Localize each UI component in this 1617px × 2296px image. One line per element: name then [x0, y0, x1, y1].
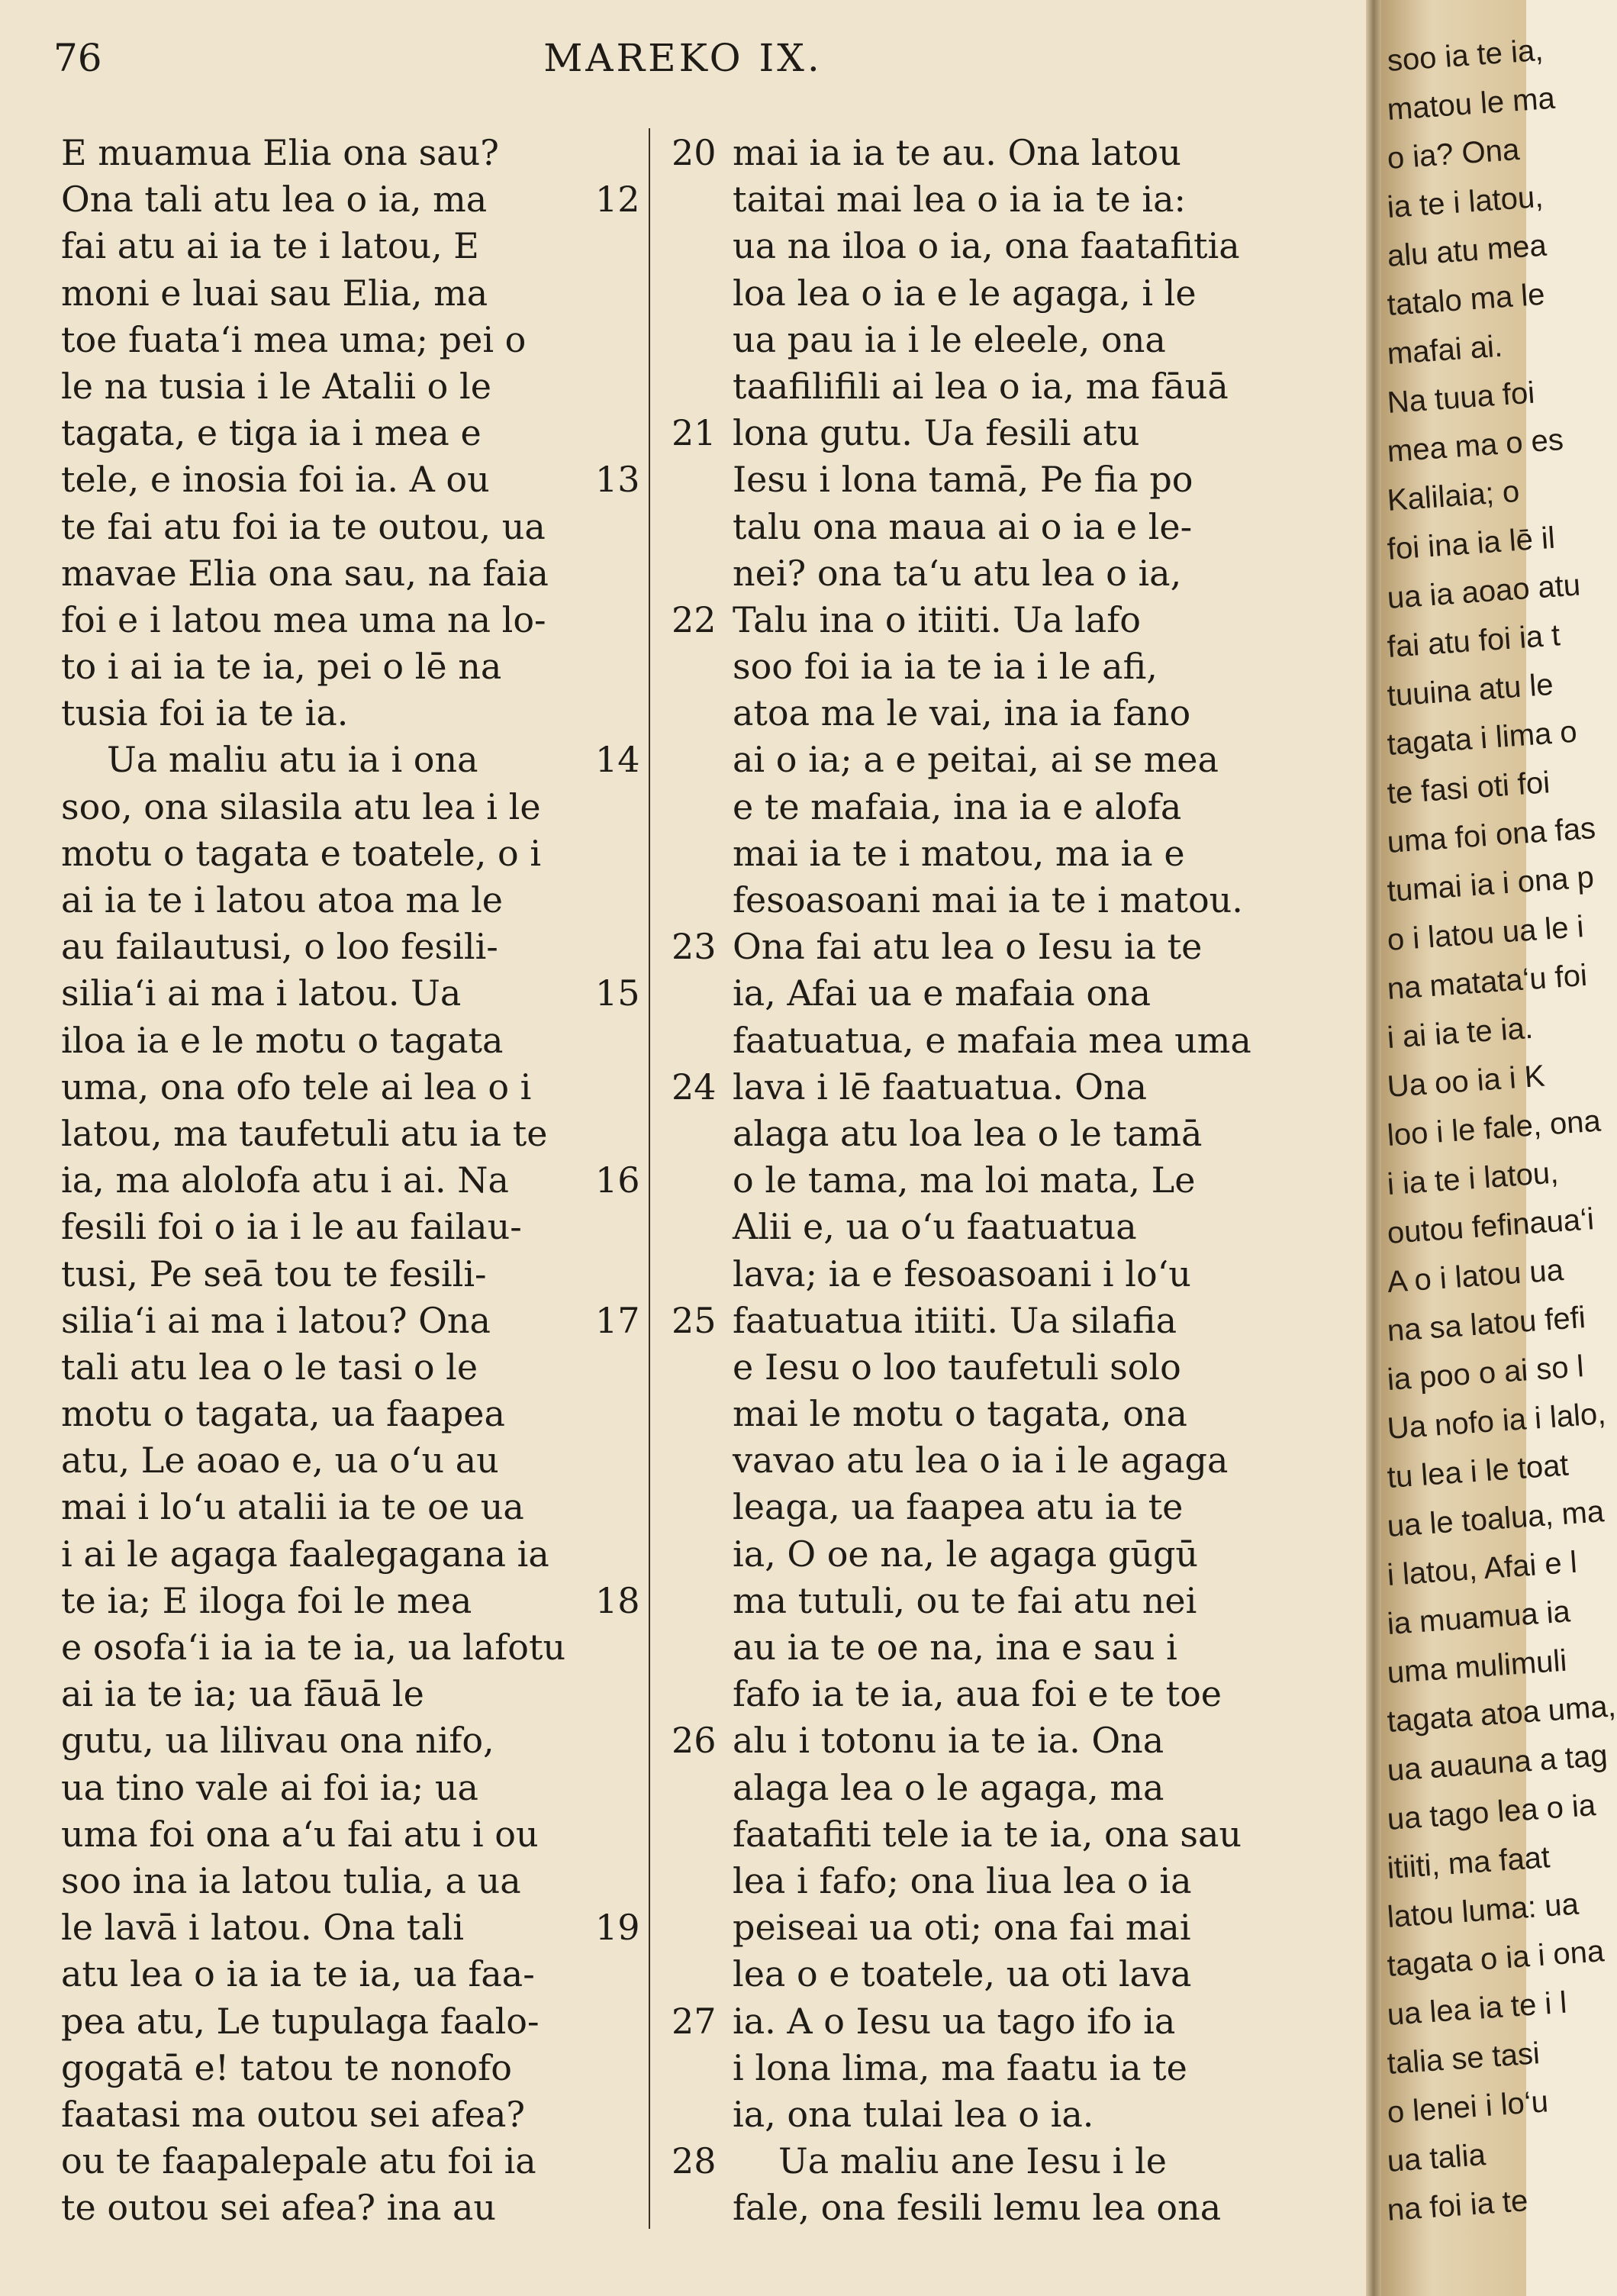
line-text: te ia; E iloga foi le mea	[61, 1579, 472, 1621]
facing-page-fragment: o ia? Ona	[1386, 132, 1521, 176]
text-line	[672, 176, 1274, 223]
line-text: ia, ona tulai lea o ia.	[733, 2093, 1094, 2135]
text-line	[53, 317, 656, 363]
line-text: silia‘i ai ma i latou? Ona	[61, 1299, 491, 1341]
text-line	[53, 1624, 656, 1671]
text-line	[672, 784, 1274, 830]
text-line	[672, 504, 1274, 550]
line-text: ma tutuli, ou te fai atu nei	[733, 1579, 1197, 1621]
line-text: vavao atu lea o ia i le agaga	[733, 1440, 1229, 1482]
facing-page-fragment: foi ina ia lē il	[1386, 521, 1557, 566]
text-line	[672, 830, 1274, 877]
line-text: i lona lima, ma faatu ia te	[733, 2046, 1187, 2088]
line-text: faatafiti tele ia te ia, ona sau	[733, 1813, 1242, 1855]
text-line	[53, 1111, 656, 1157]
text-line	[53, 1998, 656, 2045]
book-gutter	[1366, 0, 1381, 2296]
line-text: silia‘i ai ma i latou. Ua	[61, 972, 462, 1014]
line-text: i ai le agaga faalegagana ia	[61, 1533, 549, 1575]
facing-page-fragment: te fasi oti foi	[1386, 766, 1551, 811]
text-line	[53, 1391, 656, 1437]
text-line	[672, 924, 1274, 970]
text-line	[53, 223, 656, 269]
line-text: tusi, Pe seā tou te fesili-	[61, 1253, 487, 1295]
line-text: peiseai ua oti; ona fai mai	[733, 1907, 1191, 1949]
line-text: gutu, ua lilivau ona nifo,	[61, 1720, 494, 1762]
text-line	[53, 176, 656, 223]
line-text: fafo ia te ia, aua foi e te toe	[733, 1673, 1222, 1715]
line-text: Alii e, ua o‘u faatuatua	[733, 1206, 1137, 1248]
text-line	[672, 317, 1274, 363]
line-text: tusia foi ia te ia.	[61, 692, 349, 734]
text-line	[672, 1717, 1274, 1764]
text-line	[672, 643, 1274, 690]
text-line	[672, 1904, 1274, 1951]
line-text: Ua maliu ane Iesu i le	[778, 2140, 1167, 2182]
line-text: ia, Afai ua e mafaia ona	[733, 972, 1152, 1014]
line-text: uma, ona ofo tele ai lea o i	[61, 1066, 532, 1108]
facing-page-fragment: tatalo ma le	[1386, 277, 1546, 322]
text-line	[53, 830, 656, 877]
text-line	[53, 270, 656, 317]
verse-number: 25	[672, 1299, 717, 1341]
line-text: Ona fai atu lea o Iesu ia te	[733, 926, 1203, 968]
verse-number: 23	[672, 926, 717, 968]
page-header	[53, 27, 1313, 89]
verse-number: 24	[672, 1066, 717, 1108]
text-line	[53, 1204, 656, 1250]
text-line	[672, 1578, 1274, 1624]
text-line	[672, 1391, 1274, 1437]
line-text: soo ina ia latou tulia, a ua	[61, 1859, 521, 1901]
verse-number: 26	[672, 1720, 717, 1762]
text-line	[672, 1624, 1274, 1671]
line-text: alaga atu loa lea o le tamā	[733, 1112, 1203, 1154]
facing-page-fragment: tumai ia i ona p	[1386, 860, 1596, 908]
line-text: o le tama, ma loi mata, Le	[733, 1159, 1196, 1201]
facing-page-fragment: uma foi ona fas	[1386, 811, 1597, 859]
line-text: gogatā e! tatou te nonofo	[61, 2046, 512, 2088]
verse-number: 20	[672, 132, 717, 173]
text-line	[53, 970, 656, 1017]
facing-page-fragment: tagata i lima o	[1386, 714, 1578, 762]
line-text: mavae Elia ona sau, na faia	[61, 552, 549, 594]
text-line	[672, 597, 1274, 643]
verse-number: 28	[672, 2140, 717, 2182]
facing-page-fragment: ia poo o ai so l	[1386, 1350, 1585, 1397]
text-line	[53, 504, 656, 550]
text-line	[672, 2185, 1274, 2231]
verse-number: 27	[672, 2000, 717, 2042]
line-text: alaga lea o le agaga, ma	[733, 1766, 1164, 1808]
text-line	[53, 1671, 656, 1717]
text-line	[672, 877, 1274, 924]
running-title: MAREKO IX.	[543, 36, 823, 80]
facing-page-fragment: na matata‘u foi	[1386, 958, 1589, 1006]
verse-number: 21	[672, 412, 717, 454]
left-column	[53, 130, 656, 2231]
text-line	[672, 970, 1274, 1017]
line-text: lea o e toatele, ua oti lava	[733, 1953, 1192, 1995]
facing-page-fragment: uma mulimuli	[1386, 1643, 1568, 1690]
line-text: tagata, e tiga ia i mea e	[61, 412, 482, 454]
line-text: lava i lē faatuatua. Ona	[733, 1066, 1148, 1108]
line-text: fesili foi o ia i le au failau-	[61, 1206, 522, 1248]
text-line	[53, 363, 656, 410]
verse-number: 18	[595, 1579, 640, 1621]
text-line	[672, 1858, 1274, 1904]
text-line	[53, 2091, 656, 2138]
facing-page-fragment: loo i le fale, ona	[1386, 1104, 1603, 1153]
facing-page-fragment: ia te i latou,	[1386, 179, 1545, 224]
facing-page-fragment: Ua oo ia i K	[1386, 1059, 1546, 1104]
verse-number: 17	[595, 1299, 640, 1341]
line-text: faatuatua, e mafaia mea uma	[733, 1019, 1251, 1061]
facing-page-fragment: tagata atoa uma,	[1386, 1689, 1617, 1739]
facing-page-fragment: alu atu mea	[1386, 228, 1548, 273]
text-line	[672, 1765, 1274, 1811]
line-text: tali atu lea o le tasi o le	[61, 1346, 478, 1388]
text-line	[53, 1157, 656, 1204]
line-text: ou te faapalepale atu foi ia	[61, 2140, 536, 2182]
verse-number: 14	[595, 739, 640, 781]
text-line	[672, 456, 1274, 503]
text-line	[53, 2185, 656, 2231]
text-line	[672, 1811, 1274, 1858]
line-text: au ia te oe na, ina e sau i	[733, 1627, 1177, 1668]
facing-page-fragment: ua talia	[1386, 2138, 1487, 2178]
text-line	[672, 2091, 1274, 2138]
facing-page-fragment: i ia te i latou,	[1386, 1156, 1560, 1201]
text-line	[672, 130, 1274, 176]
text-line	[53, 1578, 656, 1624]
verse-number: 13	[595, 459, 640, 501]
text-line	[672, 1671, 1274, 1717]
line-text: mai le motu o tagata, ona	[733, 1393, 1187, 1435]
line-text: ia, ma alolofa atu i ai. Na	[61, 1159, 509, 1201]
line-text: atu lea o ia ia te ia, ua faa-	[61, 1953, 535, 1995]
text-line	[53, 1251, 656, 1298]
line-text: lea i fafo; ona liua lea o ia	[733, 1859, 1192, 1901]
text-line	[672, 363, 1274, 410]
line-text: ia, O oe na, le agaga gūgū	[733, 1533, 1199, 1575]
line-text: Ua maliu atu ia i ona	[107, 739, 478, 781]
line-text: atu, Le aoao e, ua o‘u au	[61, 1440, 499, 1482]
text-line	[53, 1811, 656, 1858]
text-line	[53, 1858, 656, 1904]
line-text: motu o tagata, ua faapea	[61, 1393, 505, 1435]
facing-page-edge	[1381, 0, 1617, 2296]
text-line	[53, 1765, 656, 1811]
text-line	[53, 130, 656, 176]
text-line	[53, 1951, 656, 1998]
line-text: ai o ia; a e peitai, ai se mea	[733, 739, 1219, 781]
facing-page-fragment: Ua nofo ia i lalo,	[1386, 1397, 1607, 1446]
facing-page-fragment: ua le toalua, ma	[1386, 1495, 1606, 1543]
text-line	[672, 1951, 1274, 1998]
line-text: mai ia ia te au. Ona latou	[733, 132, 1181, 173]
facing-page-fragment: tu lea i le toat	[1386, 1448, 1570, 1495]
text-line	[53, 550, 656, 597]
line-text: loa lea o ia e le agaga, i le	[733, 272, 1197, 314]
line-text: taafilifili ai lea o ia, ma fāuā	[733, 365, 1229, 407]
text-line	[53, 456, 656, 503]
text-line	[672, 550, 1274, 597]
facing-page-fragment: ia muamua ia	[1386, 1595, 1572, 1641]
line-text: ua pau ia i le eleele, ona	[733, 318, 1166, 360]
line-text: le na tusia i le Atalii o le	[61, 365, 491, 407]
text-line	[672, 1484, 1274, 1530]
facing-page-fragment: o lenei i lo‘u	[1386, 2085, 1550, 2130]
line-text: taitai mai lea o ia ia te ia:	[733, 179, 1187, 221]
text-line	[53, 643, 656, 690]
facing-page-fragment: ua auauna a tag	[1386, 1738, 1609, 1788]
right-column	[672, 130, 1274, 2231]
text-line	[53, 2045, 656, 2091]
text-line	[672, 1998, 1274, 2045]
text-line	[672, 1531, 1274, 1578]
facing-page-fragment: tuuina atu le	[1386, 667, 1554, 713]
text-line	[53, 597, 656, 643]
verse-number: 22	[672, 598, 717, 640]
text-line	[53, 877, 656, 924]
verse-number: 16	[595, 1159, 640, 1201]
text-line	[672, 1298, 1274, 1344]
text-line	[672, 737, 1274, 783]
text-line	[672, 1157, 1274, 1204]
facing-page-fragment: ua ia aoao atu	[1386, 568, 1582, 615]
facing-page-fragment: soo ia te ia,	[1386, 33, 1545, 78]
facing-page-fragment: matou le ma	[1386, 81, 1557, 127]
text-line	[53, 2138, 656, 2185]
line-text: motu o tagata e toatele, o i	[61, 832, 542, 874]
text-line	[53, 1717, 656, 1764]
facing-page-fragment: na sa latou fefi	[1386, 1300, 1587, 1348]
line-text: ai ia te ia; ua fāuā le	[61, 1673, 424, 1715]
line-text: te fai atu foi ia te outou, ua	[61, 505, 546, 547]
text-line	[672, 2138, 1274, 2185]
text-line	[672, 1437, 1274, 1484]
facing-page-fragment: ua tago lea o ia	[1386, 1788, 1597, 1836]
line-text: tele, e inosia foi ia. A ou	[61, 459, 490, 501]
text-line	[53, 1531, 656, 1578]
text-line	[53, 690, 656, 737]
line-text: soo foi ia ia te ia i le afi,	[733, 646, 1158, 688]
verse-number: 15	[595, 972, 640, 1014]
line-text: faatuatua itiiti. Ua silafia	[733, 1299, 1177, 1341]
line-text: lava; ia e fesoasoani i lo‘u	[733, 1253, 1191, 1295]
line-text: fesoasoani mai ia te i matou.	[733, 879, 1243, 921]
line-text: lona gutu. Ua fesili atu	[733, 412, 1140, 454]
line-text: latou, ma taufetuli atu ia te	[61, 1112, 548, 1154]
line-text: uma foi ona a‘u fai atu i ou	[61, 1813, 539, 1855]
text-line	[53, 1298, 656, 1344]
line-text: faatasi ma outou sei afea?	[61, 2093, 526, 2135]
text-line	[672, 270, 1274, 317]
line-text: Iesu i lona tamā, Pe fia po	[733, 459, 1193, 501]
facing-page-fragment: mafai ai.	[1386, 329, 1504, 371]
text-line	[53, 1064, 656, 1111]
verse-number: 12	[595, 179, 640, 221]
line-text: au failautusi, o loo fesili-	[61, 926, 498, 968]
facing-page-fragment: ua lea ia te i l	[1386, 1985, 1568, 2032]
line-text: e te mafaia, ina ia e alofa	[733, 785, 1182, 827]
line-text: leaga, ua faapea atu ia te	[733, 1486, 1184, 1528]
text-line	[672, 223, 1274, 269]
line-text: talu ona maua ai o ia e le-	[733, 505, 1193, 547]
line-text: ia. A o Iesu ua tago ifo ia	[733, 2000, 1176, 2042]
text-line	[672, 1204, 1274, 1250]
line-text: fai atu ai ia te i latou, E	[61, 225, 479, 267]
text-line	[672, 1064, 1274, 1111]
line-text: ai ia te i latou atoa ma le	[61, 879, 503, 921]
line-text: pea atu, Le tupulaga faalo-	[61, 2000, 540, 2042]
text-line	[53, 1437, 656, 1484]
text-line	[672, 1017, 1274, 1064]
text-line	[53, 924, 656, 970]
line-text: ua tino vale ai foi ia; ua	[61, 1766, 478, 1808]
text-line	[53, 1017, 656, 1064]
page-number: 76	[53, 36, 102, 80]
line-text: foi e i latou mea uma na lo-	[61, 598, 546, 640]
facing-page-fragment: i ai ia te ia.	[1386, 1011, 1535, 1055]
facing-page-fragment: Na tuua foi	[1386, 376, 1536, 420]
line-text: iloa ia e le motu o tagata	[61, 1019, 504, 1061]
line-text: le lavā i latou. Ona tali	[61, 1907, 464, 1949]
line-text: nei? ona ta‘u atu lea o ia,	[733, 552, 1182, 594]
text-line	[53, 1484, 656, 1530]
line-text: soo, ona silasila atu lea i le	[61, 785, 541, 827]
text-line	[53, 1344, 656, 1391]
verse-number: 19	[595, 1907, 640, 1949]
line-text: ua na iloa o ia, ona faatafitia	[733, 225, 1240, 267]
text-line	[53, 410, 656, 456]
column-divider	[649, 128, 650, 2229]
line-text: e Iesu o loo taufetuli solo	[733, 1346, 1181, 1388]
facing-page-fragment: outou fefinaua‘i	[1386, 1202, 1596, 1250]
facing-page-fragment: tagata o ia i ona	[1386, 1934, 1606, 1983]
line-text: Ona tali atu lea o ia, ma	[61, 179, 488, 221]
text-line	[672, 1111, 1274, 1157]
text-line	[672, 1344, 1274, 1391]
facing-page-fragment: na foi ia te	[1386, 2184, 1529, 2227]
text-line	[53, 1904, 656, 1951]
text-line	[672, 2045, 1274, 2091]
line-text: to i ai ia te ia, pei o lē na	[61, 646, 502, 688]
facing-page-fragment: fai atu foi ia t	[1386, 618, 1561, 664]
line-text: fale, ona fesili lemu lea ona	[733, 2187, 1222, 2229]
line-text: te outou sei afea? ina au	[61, 2187, 497, 2229]
line-text: moni e luai sau Elia, ma	[61, 272, 488, 314]
facing-page-fragment: talia se tasi	[1386, 2036, 1541, 2081]
text-line	[672, 1251, 1274, 1298]
line-text: toe fuata‘i mea uma; pei o	[61, 318, 527, 360]
line-text: E muamua Elia ona sau?	[61, 132, 499, 173]
line-text: Talu ina o itiiti. Ua lafo	[733, 598, 1141, 640]
text-line	[53, 784, 656, 830]
facing-page-fragment: o i latou ua le i	[1386, 910, 1585, 957]
line-text: mai ia te i matou, ma ia e	[733, 832, 1185, 874]
text-line	[53, 737, 656, 783]
line-text: alu i totonu ia te ia. Ona	[733, 1720, 1164, 1762]
text-line	[672, 410, 1274, 456]
text-line	[672, 690, 1274, 737]
line-text: e osofa‘i ia ia te ia, ua lafotu	[61, 1627, 566, 1668]
facing-page-fragment: mea ma o es	[1386, 422, 1565, 469]
facing-page-fragment: A o i latou ua	[1386, 1253, 1565, 1299]
facing-page-fragment: itiiti, ma faat	[1386, 1840, 1551, 1885]
line-text: mai i lo‘u atalii ia te oe ua	[61, 1486, 524, 1528]
facing-page-fragment: i latou, Afai e l	[1386, 1545, 1578, 1592]
line-text: atoa ma le vai, ina ia fano	[733, 692, 1191, 734]
facing-page-fragment: Kalilaia; o	[1386, 474, 1521, 518]
facing-page-fragment: latou luma: ua	[1386, 1887, 1580, 1934]
